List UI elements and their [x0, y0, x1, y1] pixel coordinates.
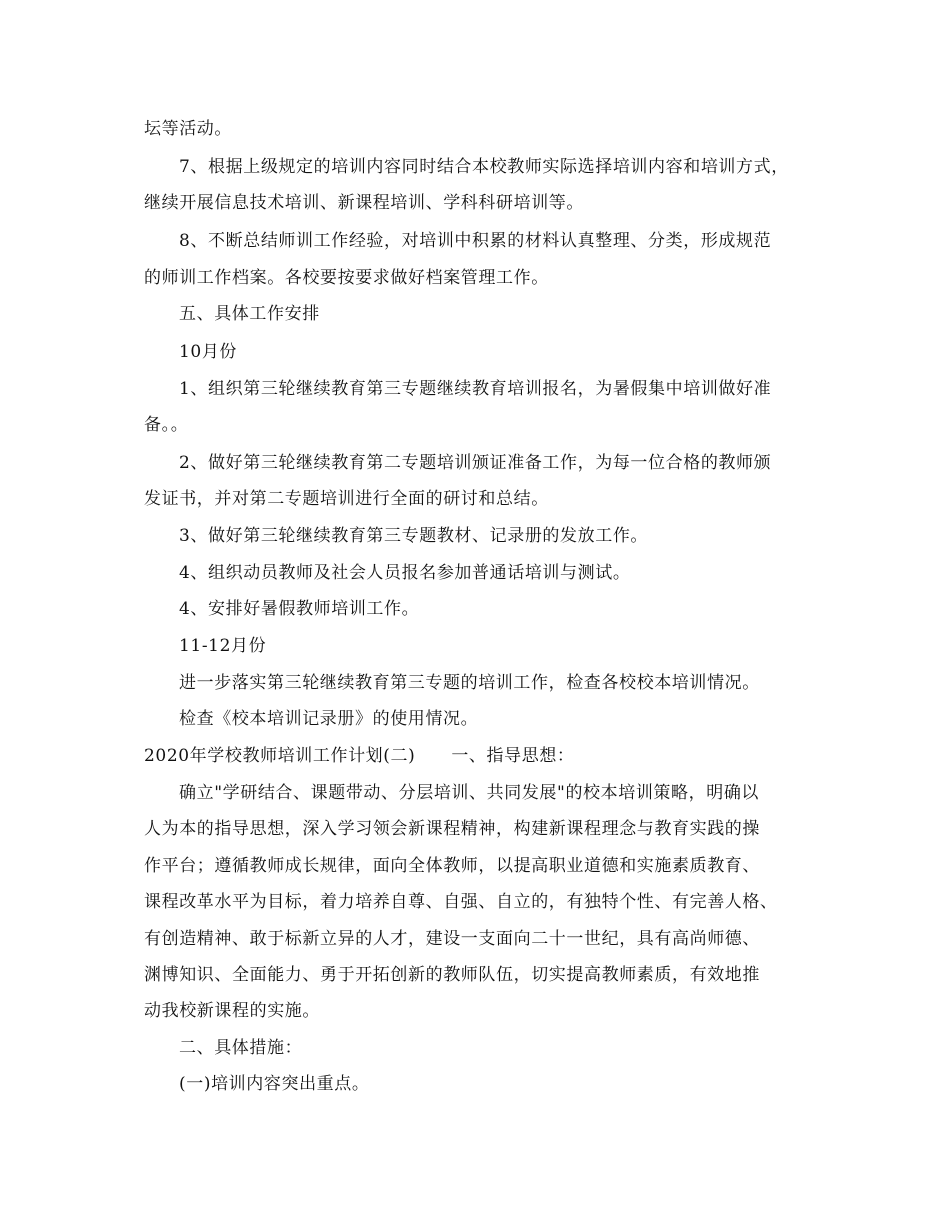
text-line: 确立"学研结合、课题带动、分层培训、共同发展"的校本培训策略，明确以 — [179, 783, 760, 803]
section-heading: 五、具体工作安排 — [179, 304, 320, 324]
text-line: 4、安排好暑假教师培训工作。 — [179, 599, 420, 619]
text-line: 发证书，并对第二专题培训进行全面的研讨和总结。 — [144, 489, 549, 509]
text-line: 7、根据上级规定的培训内容同时结合本校教师实际选择培训内容和培训方式， — [179, 157, 789, 177]
plan-title: 2020年学校教师培训工作计划(二) — [144, 746, 416, 766]
text-line: 8、不断总结师训工作经验，对培训中积累的材料认真整理、分类，形成规范 — [179, 231, 772, 251]
text-line: 渊博知识、全面能力、勇于开拓创新的教师队伍，切实提高教师素质，有效地推 — [144, 965, 760, 985]
text-line: 的师训工作档案。各校要按要求做好档案管理工作。 — [144, 268, 549, 288]
month-heading: 11-12月份 — [179, 636, 267, 656]
section-heading: 二、具体措施： — [179, 1038, 303, 1058]
text-line: 检查《校本培训记录册》的使用情况。 — [179, 709, 479, 729]
text-line: 1、组织第三轮继续教育第三专题继续教育培训报名，为暑假集中培训做好准 — [179, 379, 772, 399]
plan-title-line — [144, 745, 575, 767]
section-heading: 一、指导思想： — [451, 746, 575, 766]
text-line: 继续开展信息技术培训、新课程培训、学科科研培训等。 — [144, 193, 584, 213]
text-line: 坛等活动。 — [144, 119, 232, 139]
month-heading: 10月份 — [179, 342, 238, 362]
subsection-heading: (一)培训内容突出重点。 — [179, 1074, 370, 1094]
text-line: 备。。 — [144, 415, 189, 435]
text-line: 人为本的指导思想，深入学习领会新课程精神，构建新课程理念与教育实践的操 — [144, 819, 760, 839]
text-line: 3、做好第三轮继续教育第三专题教材、记录册的发放工作。 — [179, 526, 649, 546]
text-line: 课程改革水平为目标，着力培养自尊、自强、自立的，有独特个性、有完善人格、 — [144, 892, 778, 912]
text-line: 2、做好第三轮继续教育第二专题培训颁证准备工作，为每一位合格的教师颁 — [179, 453, 772, 473]
text-line: 有创造精神、敢于标新立异的人才，建设一支面向二十一世纪，具有高尚师德、 — [144, 929, 760, 949]
text-line: 动我校新课程的实施。 — [144, 1001, 320, 1021]
text-line: 进一步落实第三轮继续教育第三专题的培训工作，检查各校校本培训情况。 — [179, 673, 760, 693]
text-line: 作平台；遵循教师成长规律，面向全体教师，以提高职业道德和实施素质教育、 — [144, 856, 760, 876]
text-line: 4、组织动员教师及社会人员报名参加普通话培训与测试。 — [179, 563, 631, 583]
